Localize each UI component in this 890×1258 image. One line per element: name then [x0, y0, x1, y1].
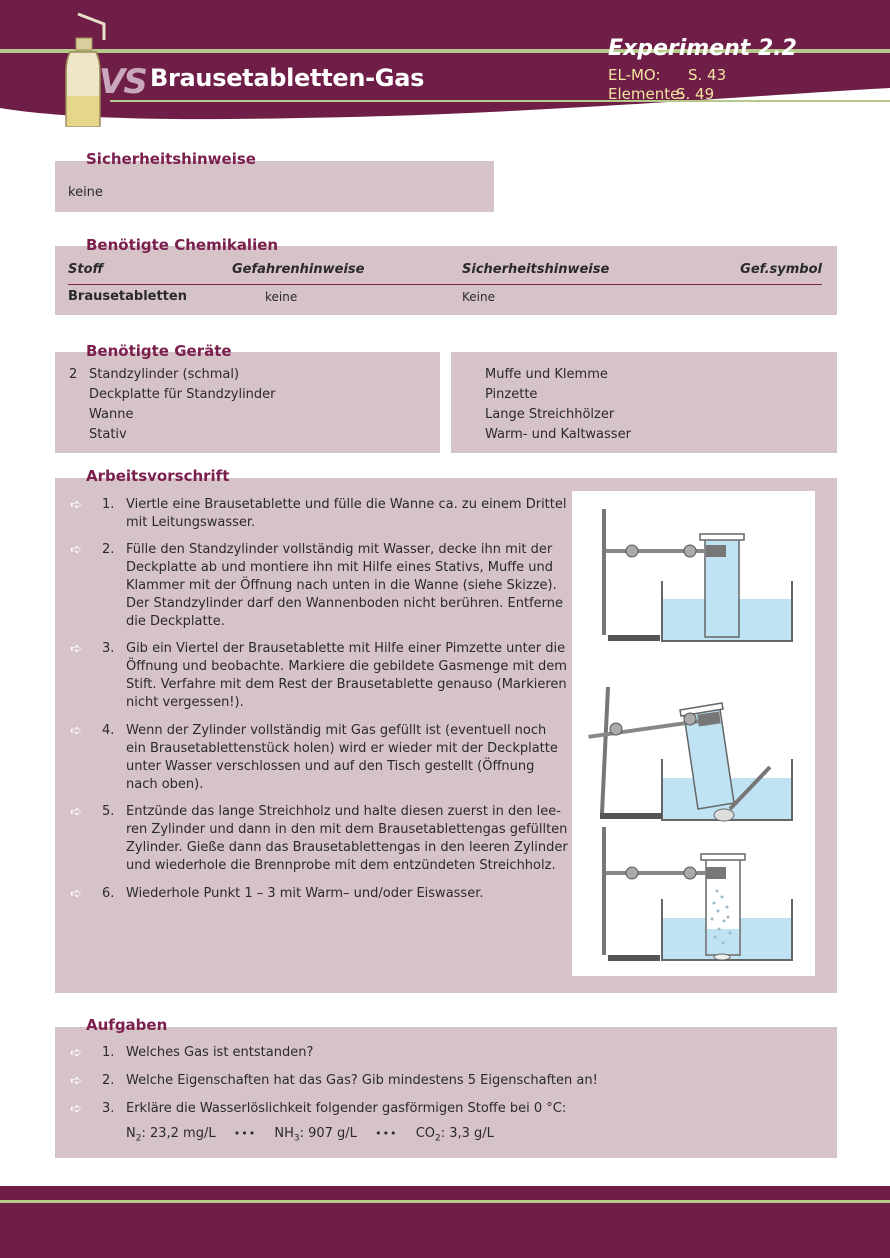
list-item: Deckplatte für Standzylinder: [89, 387, 276, 402]
arrow-icon: ➪: [70, 886, 82, 902]
table-divider: [68, 284, 822, 285]
list-item: Lange Streichhölzer: [485, 407, 615, 422]
table-cell-stoff: Brausetabletten: [68, 289, 187, 304]
col-header-gefsymbol: Gef.symbol: [740, 262, 822, 277]
sketch-bubbles: [602, 827, 792, 961]
apparatus-illustration: [572, 491, 815, 976]
equipment-quantity: 2: [69, 367, 78, 382]
list-item: Wanne: [89, 407, 134, 422]
page-title: Brausetabletten-Gas: [150, 64, 425, 92]
logo-text: VS: [99, 62, 146, 102]
chemicals-panel: [55, 246, 837, 315]
table-cell-gefahrenhinweise: keine: [265, 290, 298, 304]
table-cell-sicherheitshinweise: Keine: [462, 290, 495, 304]
list-item: Pinzette: [485, 387, 538, 402]
list-item: Stativ: [89, 427, 127, 442]
safety-panel: [55, 161, 494, 212]
list-item: Standzylinder (schmal): [89, 367, 240, 382]
ref-elemente: Elemente: S. 49: [608, 85, 715, 103]
experiment-number: Experiment 2.2: [608, 36, 797, 61]
list-item: Warm- und Kaltwasser: [485, 427, 631, 442]
sketch-setup: [602, 509, 792, 641]
equipment-heading: Benötigte Geräte: [86, 342, 232, 360]
safety-text: keine: [68, 185, 103, 200]
arrow-icon: ➪: [70, 1073, 82, 1089]
solubility-values: $N_2$: 23,2 mg/L ••• $NH_3$: 907 g/L ••• $CO_2$: 3,3 g/L: [126, 1126, 494, 1144]
col-header-sicherheitshinweise: Sicherheitshinweise: [462, 262, 610, 277]
procedure-heading: Arbeitsvorschrift: [86, 467, 230, 485]
arrow-icon: ➪: [70, 804, 82, 820]
arrow-icon: ➪: [70, 723, 82, 739]
sketch-filling: [588, 687, 792, 821]
col-header-gefahrenhinweise: Gefahrenhinweise: [232, 262, 365, 277]
safety-heading: Sicherheitshinweise: [86, 150, 256, 168]
tasks-heading: Aufgaben: [86, 1016, 168, 1034]
list-item: Muffe und Klemme: [485, 367, 608, 382]
footer-banner: [0, 1180, 890, 1258]
ref-el-mo: EL-MO: S. 43: [608, 66, 727, 84]
arrow-icon: ➪: [70, 497, 82, 513]
arrow-icon: ➪: [70, 1101, 82, 1117]
arrow-icon: ➪: [70, 1045, 82, 1061]
chemicals-heading: Benötigte Chemikalien: [86, 236, 279, 254]
arrow-icon: ➪: [70, 542, 82, 558]
col-header-stoff: Stoff: [68, 262, 104, 277]
apparatus-sketch: [572, 491, 815, 976]
arrow-icon: ➪: [70, 641, 82, 657]
